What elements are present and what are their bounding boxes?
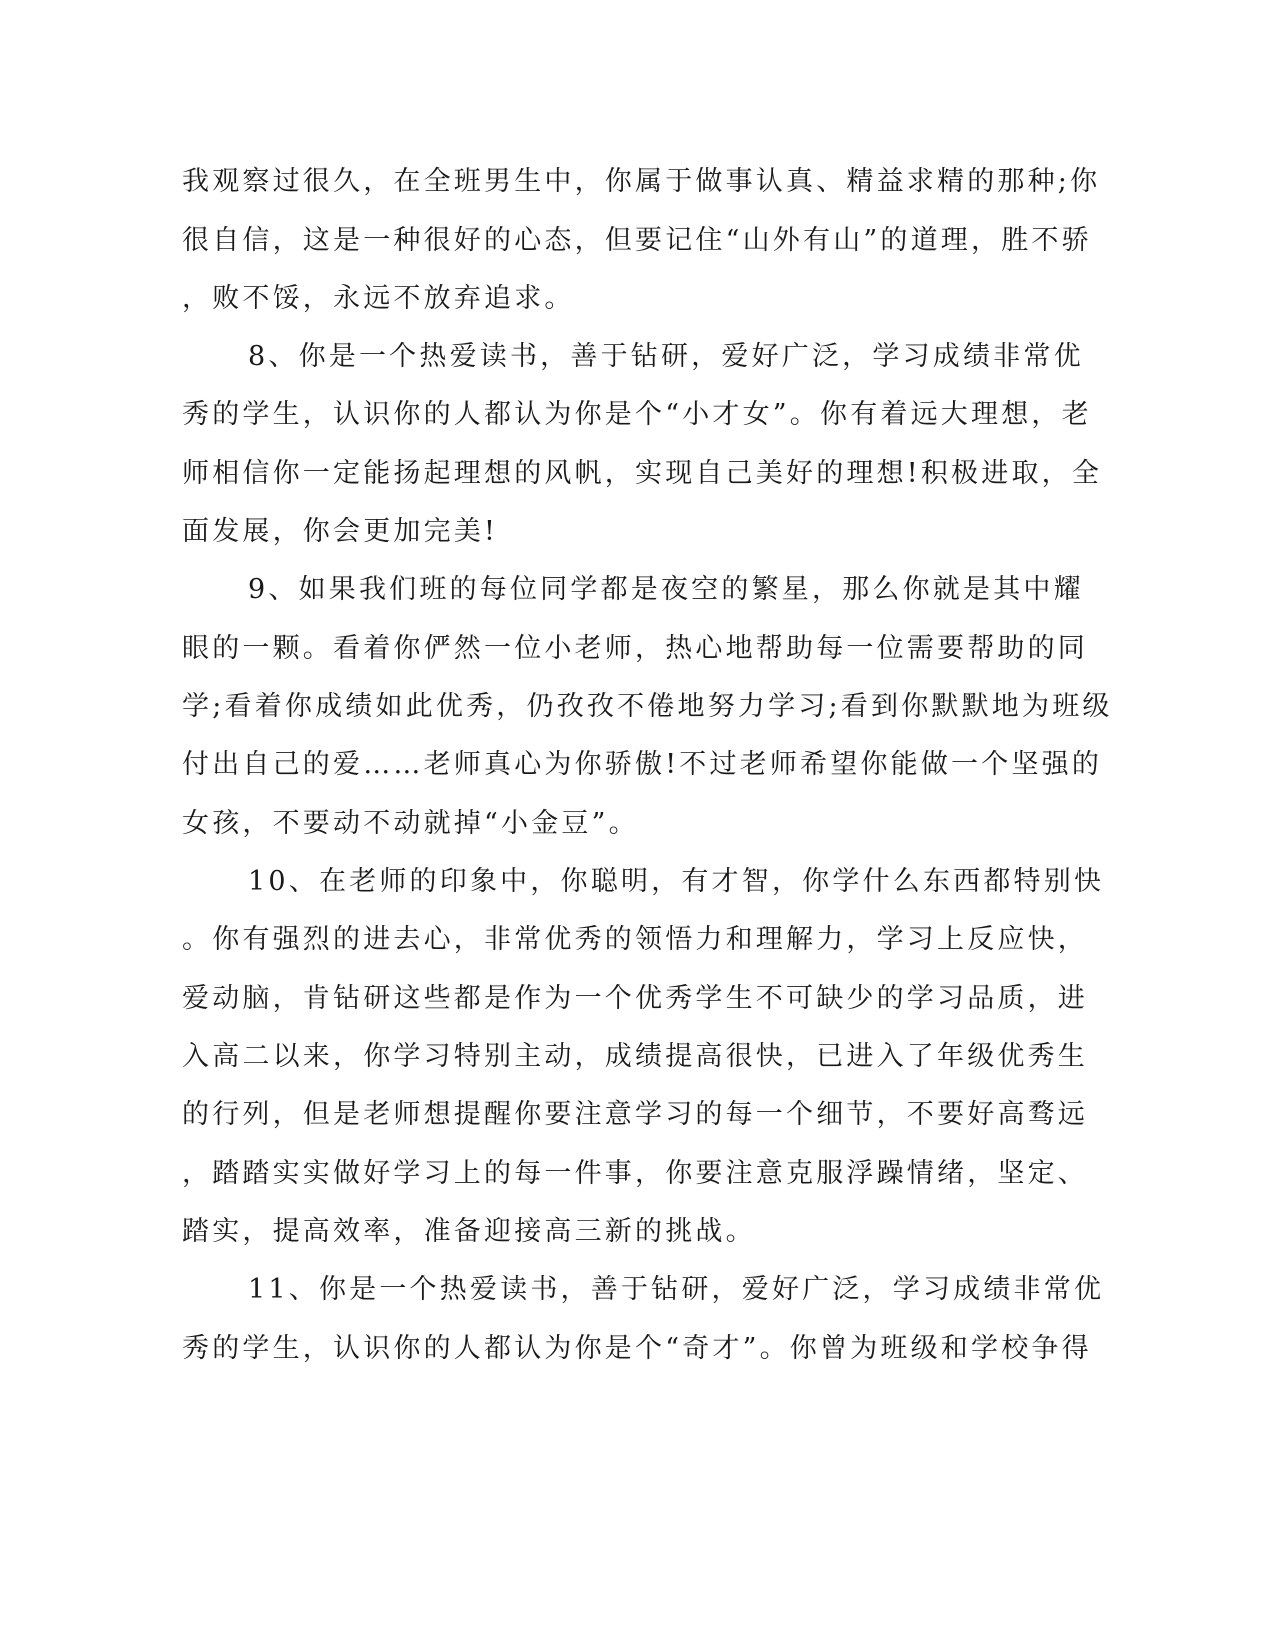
paragraph-line: 秀的学生，认识你的人都认为你是个“小才女”。你有着远大理想，老 — [182, 399, 1092, 430]
paragraph-line: 。你有强烈的进去心，非常优秀的领悟力和理解力，学习上反应快， — [182, 924, 1088, 955]
paragraph-line: 面发展，你会更加完美! — [182, 516, 499, 547]
paragraph-first-line: 11、你是一个热爱读书，善于钻研，爱好广泛，学习成绩非常优 — [248, 1274, 1105, 1305]
paragraph-line: 眼的一颗。看着你俨然一位小老师，热心地帮助每一位需要帮助的同 — [182, 633, 1088, 664]
paragraph-line: 师相信你一定能扬起理想的风帆，实现自己美好的理想!积极进取，全 — [182, 458, 1103, 489]
paragraph-line: 付出自己的爱……老师真心为你骄傲!不过老师希望你能做一个坚强的 — [182, 749, 1103, 780]
paragraph-line: 爱动脑，肯钻研这些都是作为一个优秀学生不可缺少的学习品质，进 — [182, 983, 1088, 1014]
paragraph-line: ，败不馁，永远不放弃追求。 — [182, 283, 575, 314]
paragraph-line: 我观察过很久，在全班男生中，你属于做事认真、精益求精的那种;你 — [182, 166, 1101, 197]
paragraph-line: 很自信，这是一种很好的心态，但要记住“山外有山”的道理，胜不骄 — [182, 225, 1092, 256]
paragraph-line: 秀的学生，认识你的人都认为你是个“奇才”。你曾为班级和学校争得 — [182, 1333, 1092, 1364]
paragraph-line: 踏实，提高效率，准备迎接高三新的挑战。 — [182, 1216, 756, 1247]
paragraph-first-line: 8、你是一个热爱读书，善于钻研，爱好广泛，学习成绩非常优 — [248, 341, 1084, 372]
paragraph-first-line: 9、如果我们班的每位同学都是夜空的繁星，那么你就是其中耀 — [248, 574, 1084, 605]
paragraph-line: ，踏踏实实做好学习上的每一件事，你要注意克服浮躁情绪，坚定、 — [182, 1158, 1088, 1189]
paragraph-line: 学;看着你成绩如此优秀，仍孜孜不倦地努力学习;看到你默默地为班级 — [182, 691, 1113, 722]
paragraph-first-line: 10、在老师的印象中，你聪明，有才智，你学什么东西都特别快 — [248, 866, 1105, 897]
paragraph-line: 的行列，但是老师想提醒你要注意学习的每一个细节，不要好高骛远 — [182, 1099, 1088, 1130]
paragraph-line: 女孩，不要动不动就掉“小金豆”。 — [182, 808, 639, 839]
paragraph-line: 入高二以来，你学习特别主动，成绩提高很快，已进入了年级优秀生 — [182, 1041, 1088, 1072]
